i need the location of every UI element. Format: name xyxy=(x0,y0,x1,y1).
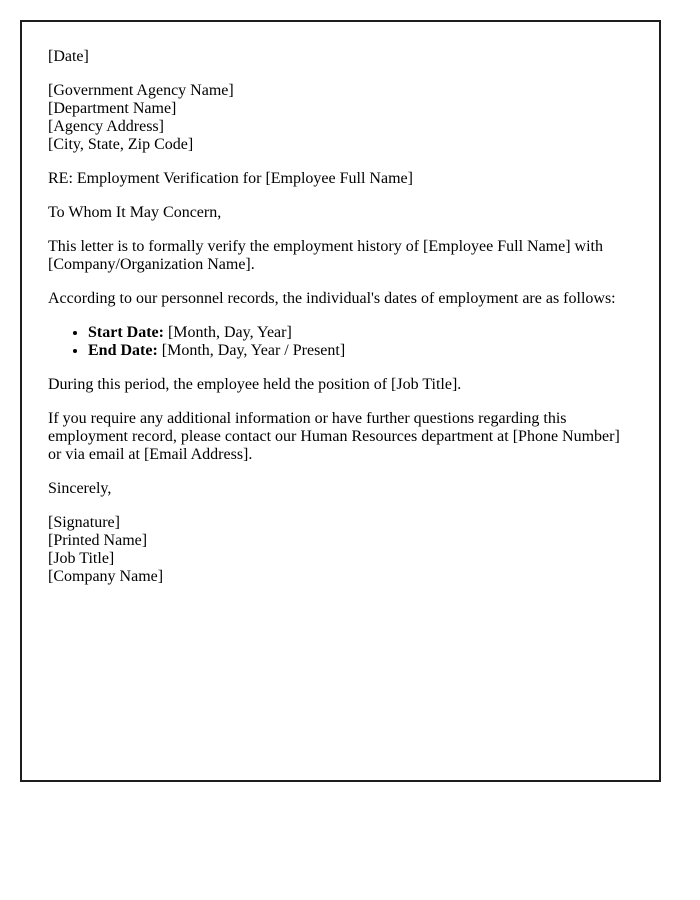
paragraph-records: According to our personnel records, the individual's dates of employment are as follows: xyxy=(48,290,616,307)
paragraph-intro: This letter is to formally verify the employment history of [Employee Full Name] with [Company/Organization Name]. xyxy=(48,238,603,273)
company-name-placeholder: [Company Name] xyxy=(48,568,164,585)
recipient-address-block xyxy=(48,82,635,154)
recipient-agency-name: [Government Agency Name] xyxy=(48,82,234,99)
end-date-value: [Month, Day, Year / Present] xyxy=(157,342,346,359)
printed-name-placeholder: [Printed Name] xyxy=(48,532,148,549)
paragraph-contact: If you require any additional information or have further questions regarding this employment record, please contact our Human Resources department at [Phone Number] or via email at [Email Address]. xyxy=(48,410,620,463)
salutation: To Whom It May Concern, xyxy=(48,204,222,221)
start-date-value: [Month, Day, Year] xyxy=(163,324,292,341)
signature-block xyxy=(48,514,635,586)
recipient-department-name: [Department Name] xyxy=(48,100,177,117)
end-date-label: End Date: xyxy=(88,342,158,359)
start-date-item xyxy=(88,324,635,342)
closing: Sincerely, xyxy=(48,480,112,497)
end-date-item xyxy=(88,342,635,360)
start-date-label: Start Date: xyxy=(88,324,164,341)
date-placeholder: [Date] xyxy=(48,48,89,65)
job-title-placeholder: [Job Title] xyxy=(48,550,115,567)
subject-line: RE: Employment Verification for [Employee Full Name] xyxy=(48,170,413,187)
recipient-agency-address: [Agency Address] xyxy=(48,118,164,135)
employment-dates-list xyxy=(48,324,635,360)
letter-page xyxy=(20,20,661,782)
recipient-city-state-zip: [City, State, Zip Code] xyxy=(48,136,194,153)
paragraph-position: During this period, the employee held the position of [Job Title]. xyxy=(48,376,462,393)
signature-placeholder: [Signature] xyxy=(48,514,120,531)
